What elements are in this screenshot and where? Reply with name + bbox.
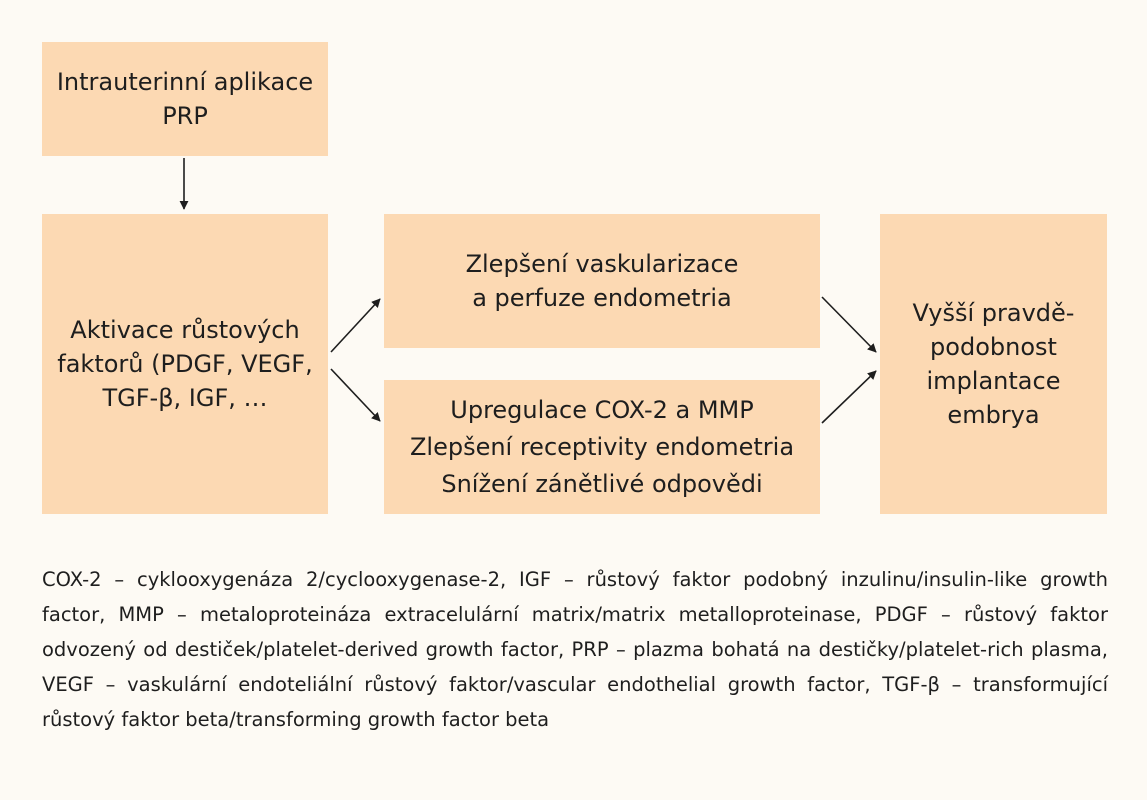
node-text-line: TGF-β, IGF, … bbox=[102, 384, 268, 412]
node-text-line: Aktivace růstových bbox=[70, 316, 300, 344]
node-text-line: PRP bbox=[162, 102, 208, 130]
node-text-line: faktorů (PDGF, VEGF, bbox=[57, 350, 313, 378]
node-text-line: Intrauterinní aplikace bbox=[56, 68, 314, 96]
arrow-growth-to-upregulation bbox=[331, 369, 380, 421]
arrow-growth-to-vascularization bbox=[331, 299, 380, 352]
arrow-upregulation-to-implantation bbox=[822, 371, 876, 423]
node-text-line: Snížení zánětlivé odpovědi bbox=[441, 469, 763, 498]
node-text-line: Zlepšení vaskularizace bbox=[465, 250, 739, 278]
arrow-vascularization-to-implantation bbox=[822, 297, 876, 352]
abbreviations-caption: COX-2 – cyklooxygenáza 2/cyclooxygenase-2, IGF – růstový faktor podobný inzulinu/insulin-like growth factor, MMP – metaloproteináza extracelulární matrix/matrix metalloproteinase, PDGF – růstový faktor odvozený od destiček/platelet-derived growth factor, PRP – plazma bohatá na destičky/platelet-rich plasma, VEGF – vaskulární endoteliální růstový faktor/vascular endothelial growth factor, TGF-β – transformující růstový faktor beta/transforming growth factor beta bbox=[42, 568, 1108, 731]
node-text-line: Zlepšení receptivity endometria bbox=[409, 432, 795, 461]
node-text-line: Vyšší pravdě- bbox=[912, 299, 1075, 327]
node-text-line: embrya bbox=[947, 401, 1040, 429]
node-text-line: a perfuze endometria bbox=[472, 284, 732, 312]
node-text-line: podobnost bbox=[930, 333, 1057, 361]
node-text-line: Upregulace COX-2 a MMP bbox=[450, 395, 754, 424]
node-text-line: implantace bbox=[926, 367, 1061, 395]
